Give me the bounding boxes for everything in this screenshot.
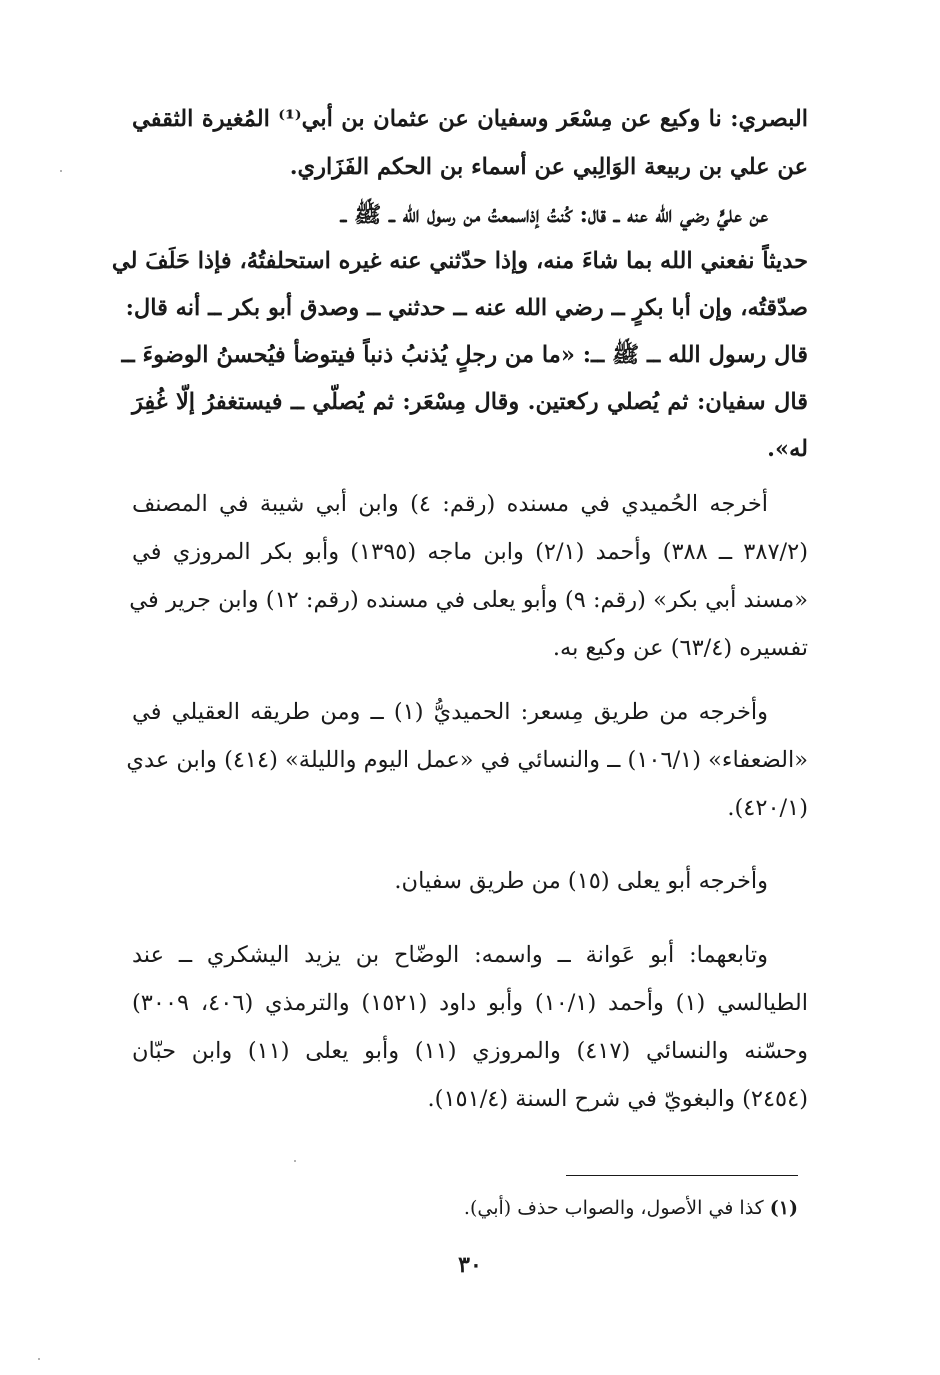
takhrij-2-line-3: (٤٢٠/١). bbox=[727, 795, 808, 821]
takhrij-4-line-2: الطيالسي (١) وأحمد (١٠/١) وأبو داود (١٥٢١) والترمذي (٤٠٦، ٣٠٠٩) bbox=[132, 990, 808, 1016]
hadith-line-6: له». bbox=[767, 436, 808, 462]
paragraph-1-line-2: عن علي بن ربيعة الوَالِبي عن أسماء بن الحكم الفَزَاري. bbox=[289, 154, 808, 180]
takhrij-4-line-1: وتابعهما: أبو عَوانة ــ واسمه: الوضّاح بن يزيد اليشكري ــ عند bbox=[132, 942, 768, 968]
page-number: ٣٠ bbox=[458, 1252, 482, 1278]
takhrij-1-line-4: تفسيره (٦٣/٤) عن وكيع به. bbox=[552, 635, 808, 661]
footnote-text: كذا في الأصول، والصواب حذف (أبي). bbox=[463, 1197, 764, 1219]
paragraph-1-line-1: البصري: نا وكيع عن مِسْعَر وسفيان عن عثمان بن أبي⁽¹⁾ المُغيرة الثقفي bbox=[132, 106, 808, 132]
scan-speck bbox=[60, 170, 62, 172]
footnote-number: (١) bbox=[769, 1197, 798, 1219]
footnote-separator bbox=[566, 1175, 798, 1176]
footnote bbox=[464, 1192, 798, 1224]
takhrij-4-line-4: (٢٤٥٤) والبغويّ في شرح السنة (١٥١/٤). bbox=[427, 1086, 808, 1112]
hadith-line-4: قال رسول الله ــ ﷺ ــ: «ما من رجلٍ يُذنبُ ذنباً فيتوضأ فيُحسنُ الوضوءَ ــ bbox=[121, 342, 808, 368]
takhrij-2-line-2: «الضعفاء» (١٠٦/١) ــ والنسائي في «عمل اليوم والليلة» (٤١٤) وابن عدي bbox=[126, 747, 808, 773]
scan-speck bbox=[38, 1358, 40, 1360]
hadith-line-3: صدّقتُه، وإن أبا بكرٍ ــ رضي الله عنه ــ حدثني ــ وصدق أبو بكر ــ أنه قال: bbox=[125, 295, 808, 321]
hadith-line-5: قال سفيان: ثم يُصلي ركعتين. وقال مِسْعَر: ثم يُصلّي ــ فيستغفرُ إلّا غُفِرَ bbox=[132, 389, 808, 415]
hadith-line-2: حديثاً نفعني الله بما شاءَ منه، وإذا حدّثني عنه غيره استحلفتُهُ، فإذا حَلَفَ لي bbox=[111, 248, 808, 274]
scan-speck bbox=[294, 1160, 296, 1162]
takhrij-1-line-3: «مسند أبي بكر» (رقم: ٩) وأبو يعلى في مسنده (رقم: ١٢) وابن جرير في bbox=[129, 587, 808, 613]
takhrij-3-line-1: وأخرجه أبو يعلى (١٥) من طريق سفيان. bbox=[394, 868, 768, 894]
takhrij-1-line-2: (٣٨٧/٢ ــ ٣٨٨) وأحمد (٢/١) وابن ماجه (١٣٩٥) وأبو بكر المروزي في bbox=[132, 539, 808, 565]
hadith-line-1: عن عليٍّ رضي الله عنه ــ قال: كُنتُ إذاسمعتُ من رسول الله ــ ﷺ ــ bbox=[340, 202, 768, 228]
takhrij-2-line-1: وأخرجه من طريق مِسعر: الحميديُّ (١) ــ ومن طريقه العقيلي في bbox=[132, 699, 768, 725]
takhrij-4-line-3: وحسّنه والنسائي (٤١٧) والمروزي (١١) وأبو يعلى (١١) وابن حبّان bbox=[132, 1038, 808, 1064]
takhrij-1-line-1: أخرجه الحُميدي في مسنده (رقم: ٤) وابن أبي شيبة في المصنف bbox=[132, 491, 768, 517]
